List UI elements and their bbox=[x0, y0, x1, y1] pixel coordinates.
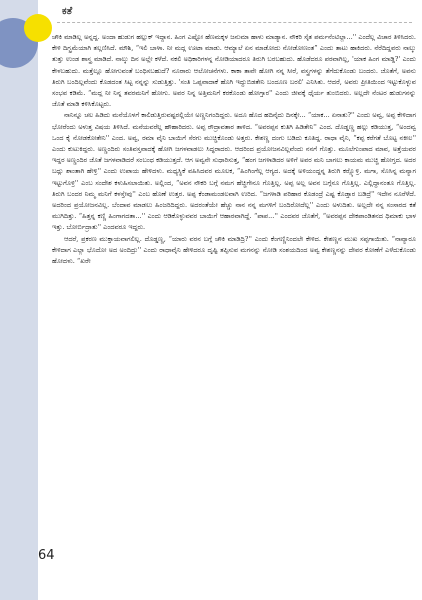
header-divider bbox=[57, 22, 412, 23]
article-body bbox=[52, 32, 416, 267]
page-header-title: ಕತೆ bbox=[62, 6, 73, 17]
page-number: 64 bbox=[38, 548, 55, 563]
paragraph-3: ಆದರೆ, ಪ್ರಕರಣ ಮುಕ್ತಾಯವಾಗಲಿಲ್ಲ. ದೊಡ್ಡಣ್ಣ, “ಯಾರು ವರನ ಬಗ್ಗೆ ಚೌಕಿ ಮಾಡಿದ್ರಿ?'' ಎಂದು ಕೆಂಗಣ್ಣಿನಿಂದಲೇ ಕೇಳಿದ. ಕೇಶಣ್ಣನ ಮುಖ ಸಪ್ಪಗಾಯಿತು. “ನಾವ್ಯಾರೂ ಕೇಳಿದಾಗ ಎಲ್ಲಾ ಭೊದೋ ಅದ ಅಂದಿದ್ರು'' ಎಂದು ರಾಧಾವೈನಿ ಹೇಳಿದರೂ ದೃಷ್ಟಿ ತಪ್ಪಿಸುವ ಮಗನನ್ನು ನೋಡಿ ಸಂಶಯದಿಂದ ಅವ್ವ ಕೇಶಣ್ಣನನ್ನು ದೇವರ ಕೋಣೆಗೆ ಎಳೆದುಕೊಂಡು ಹೋದಳು. “ಖರೇ bbox=[52, 234, 416, 266]
paragraph-1: ಚೌಕಿ ಮಾಡಿಲ್ಲ ಅನ್ನದ್ದ. ಅಂದಾ ಹುಡುಗ ಹಲ್ಲುಕ್ ಇದ್ದಾನ. ಹಿಂಗ ಎಷ್ಟೋ ಹೆಣಮಕ್ಕಳ ಜನುಮಾ ಹಾಳು ಮಾಡ್ಯಾನ. ನೌಕರಿ ಸೈತ ಪರ್ಮನೆಂಟಿಲ್ಲಾ...'' ಎಂದೆಲ್ಲ ವಿಚಾರ ತಿಳಿಸಿದರು. ಕೇಳಿ ದಿಗ್ಭ್ರಮೆಯಾಗಿ ತಲ್ಲಣಿಸಿದೆ. ಮೌಶಿ, “ಇಲಿ ಬಾಳಾ. ನೀ ಮದ್ಲ ಊಟಾ ಮಾಡು. ಆಮ್ಯಾಲೆ ಏನ ಮಾಡೋದು ನೋಡೋಣಂತ” ಎಂದು ತಾಟು ಹಾಕಿದರು. ನೆರೆದಿದ್ದವರು ನಾಲ್ಕು ತುತ್ತು ಉಂಡ ಶಾಸ್ತ್ರ ಮಾಡಿದೆ. ನಾಲ್ಕು ದಿನ ಅಲ್ಲೇ ಕಳೆದೆ. ನಕಲಿ ಅಧಿಕಾರಿಗಳನ್ನ ನೋಡಿಯಾದರೂ ತಿರುಗಿ ಬರಬಹುದು. ಹೊಡೆದರೂ ಪರವಾಗಿಲ್ಲ, 'ಯಾಕ ಹಿಂಗ ಮಾಡ್ದಿ?' ಎಂದು ಕೇಳಬಹುದು. ಮತ್ತೆಲ್ಲೂ ಹೋಗುವಂತೆ ಬಂಧಿಸಬಹುದೆ? ನೂರಾರು ಆಲೋಚನೆಗಳು. ಕಾಕಾ ತಾವೇ ಹೋಗಿ ನನ್ನ ಸೀರೆ, ವಸ್ತ್ರಗಳನ್ನು ತೆಗೆದುಕೊಂಡು ಬಂದರು. ಜೊತೆಗೆ, ಅವನು ತಿರುಗಿ ಬಂದಿಲ್ಲವೆಂದು ಕೊಡದಂತ ಸಿಟ್ಟ ನನ್ನನ್ನು ಸುಡುತ್ತಿತ್ತು. 'ಸಂತಿ ಒಪ್ಪವಾದಾಕೆ ಹೊಗಿ ಇದ್ದುಬಿಡತೇನಿ ಬಂದೂಣ ಬರಲಿ' ಎನಿಸಿತು. ಆದರೆ, ಅವರು ಪ್ರೀತಿಯಿಂದ ಇಟ್ಟುಕೊಳ್ಳುವ ಸಂಭವ ಕಡಿಮೆ. “ಮದ್ಲ ನೀ ನಿನ್ನ ತವರಮನಿಗೆ ಹೋಗು. ಅವರ ನಿನ್ನ ಅತ್ತಿಮನಿಗೆ ಕರಕೊಂಡು ಹೋಗ್ತಾರ'' ಎಂದು ಜೀವಕ್ಕೆ ಧೈರ್ಯ ತುಂಬಿದರು. ಅಲ್ಲದೇ ನೆಂಟರ ಹುಡುಗನನ್ನು ಜೊತೆ ಮಾಡಿ ಕಳಿಸಿಕೊಟ್ಟರು. bbox=[52, 33, 416, 109]
left-margin-strip bbox=[0, 0, 38, 600]
paragraph-2: ನಾನಿನ್ನೂ ಚಲ ಹಿಡಿದು ಮನೆಯೊಳಗೆ ಕಾಲಿಡುತ್ತಿರುವಷ್ಟರಲ್ಲಿಯೇ ಅಣ್ಣನಿಗಂದಿದ್ದರು. ಅದೂ ಹೊದ ಹದಿನೈದು ದಿನಕ್ಕೇ... “ಯಾಕ... ಏನಾತು?'' ಎಂದು ಅವ್ವ, ಅಪ್ಪ ಕೇಳಿದಾಗ ಭೋರೆಂದು ಅಳುತ್ತ ವಿಷಯ ತಿಳಿಸಿದೆ. ಮನೆಯವರೆಲ್ಲ ಹೌಹಾರಿದರು. ಅಪ್ಪ ರೌದ್ರಾವತಾರ ತಾಳಿದ. “ಅವರಪ್ಪನ ಕುತಿಗಿ ಹಿಡಿತೇನಿ'' ಎಂದ. ದೊಡ್ಡಣ್ಣ ಹಲ್ಲು ಕಡಿಯುತ್ತ, “ಅಂದವ್ವ ಒಂದ ಕೈ ನೋಡಕೋತೇನಿ'' ಎಂದ. ಅವ್ವ, ರಮಾ ವೈನಿ ಬಾಯಿಗೆ ಸೆರಗು ಮುಚ್ಚಿಕೊಂಡು ಅತ್ತರು. ಕೇಶಣ್ಣ ದಂಗು ಬಡಿದು ಕೂತಿದ್ದ. ರಾಧಾ ವೈನಿ, “ಕಪ್ಪ ಕರೆಗತೆ ಬೊಟ್ಟ ನಕೀಲ'' ಎಂದು ಕುಟುಕಿದ್ದರು. ಅಣ್ಣಂದಿರು ಸಂತಿವಸ್ತವಾದಕ್ಕೆ ಹೋಗಿ ಜಗಳವಾಡಲು ಸಿದ್ಧರಾದರು. ಆದರಿಂದ ಪ್ರಯೋಜನವಿಲ್ಲವೆಂದು ನನಗೆ ಗೊತ್ತು. ಮೂಲೆಗುಂಪಾದ ಮಾವ, ಅತ್ತೆಯವರ ಇದ್ದರ ಅಣ್ಣಂದಿರ ಜೊತೆ ಜಗಳವಾಡಿದರೆ ಸಂಬಂಧ ಕಡಿಯುತ್ತದೆ. ಆಗ ಅವ್ವನೇ ಸುಧಾರಿಸುತ್ತ, “ಹಂಗ ಜಗಳಾಡಿದರ ಅಳಿಗೆ ಅವರ ಮನಿ ಬಾಗಲು ಕಾಯಮ ಮುಚ್ಚಿ ಹೋಗ್ತದ. ಅದರ ಬದ್ಲು ಶಾಂತಾಗಿ ಹೇಳ್ರಿ'' ಎಂದು ಉಪಾಯ ಹೇಳಿದಳು. ಮಧ್ಯಸ್ಥಿಕೆ ವಹಿಸಿದವರ ಮೂಲಕ, “ಹಿಂಗಿಂಗೆಲ್ಲ ಆಗ್ಯದ. ಅದಕ್ಕೆ ಅಳಿಯಂದ್ದನ್ನ ತಿರುಗಿ ಕರ್‍ಸ್ಕೊಳ್ರಿ. ಮಗಾ, ಸೊಸಿನ್ನ ಮನ್ಯಾಗ ಇಟ್ಟುಗೊಳ್ರಿ'' ಎಂಬ ಸಂದೇಶ ಕಳುಹಿಸಲಾಯಿತು. ಅಲ್ಲಿಂದ, “ಅವನ ನೌಕರಿ ಬಗ್ಗೆ ನಮಗ ಹೆಚ್ಚಿಗೇನೂ ಗೊತ್ತಿಲ್ಲ. ಅಪ್ಪ ಅಲ್ಲ ಅವನ ಬಗ್ಗೆನೂ ಗೊತ್ತಿಲ್ಲ. ಎಲ್ಲಿದ್ದಾನಂತೂ ಗೊತ್ತಿಲ್ಲ. ತಿರುಗಿ ಬಂದರ ನಿಮ್ಮ ಮನಿಗೆ ಕಳಸ್ತೇವು'' ಎಂಬ ಹೊಣೆ ಉತ್ತರ. ಅಪ್ಪ ಕೆಂಡಾಮಂಡಲವಾಗಿ ಉರಿದ. “ಜಗಳಾಡಿ ಪರಿಹಾರ ಕೊಡಂದ್ರೆ ಎಷ್ಟ ಕೊಡ್ತಾರ ಬಡಿದ್ರೆ'' ಇದೇನ ನೂರೆಳೆದೆ. ಅದರಿಂದ ಪ್ರಯೋಜನವಿಲ್ಲ. ಬೆಂದಾವ ಮಾಡಲು ಹಿಂಜರಿದಿದ್ದರು. ಅದರಂತೆಯೇ ಹೆಚ್ಚು ನಾನ ನನ್ನ ಮಗಳಿಗೆ ಬಂದಿರೋದೆಲ್ಲ'' ಎಂದು ಅಳುದಿತು. ಅಲ್ಲದೇ ನನ್ನ ಸಂಸಾರದ ಕತೆ ಮುಗಿದಿತ್ತು. “ಹಿತ್ತನ್ನ ಕಣ್ಣಿ ಹಿಂಗಾಗದತಾ...'' ಎಂದು ಆಡಿಕೊಳ್ಳುವವರ ಬಾಯಿಗೆ ಆಹಾರವಾಗಿದ್ದೆ. “ಪಾಪ...'' ಎಂದವರ ಜೊತೆಗೆ, “ಅವರಪ್ಪನ ದೇಕಪಾಂಡಿತನದ ಧಿಮಾಕು ಭಾಳ ಇತ್ತು. ಬೋರ್ಬಿದ್ರಾತು'' ಎಂದವರೂ ಇದ್ದರು. bbox=[52, 111, 416, 232]
decorative-yellow-circle bbox=[24, 14, 52, 42]
